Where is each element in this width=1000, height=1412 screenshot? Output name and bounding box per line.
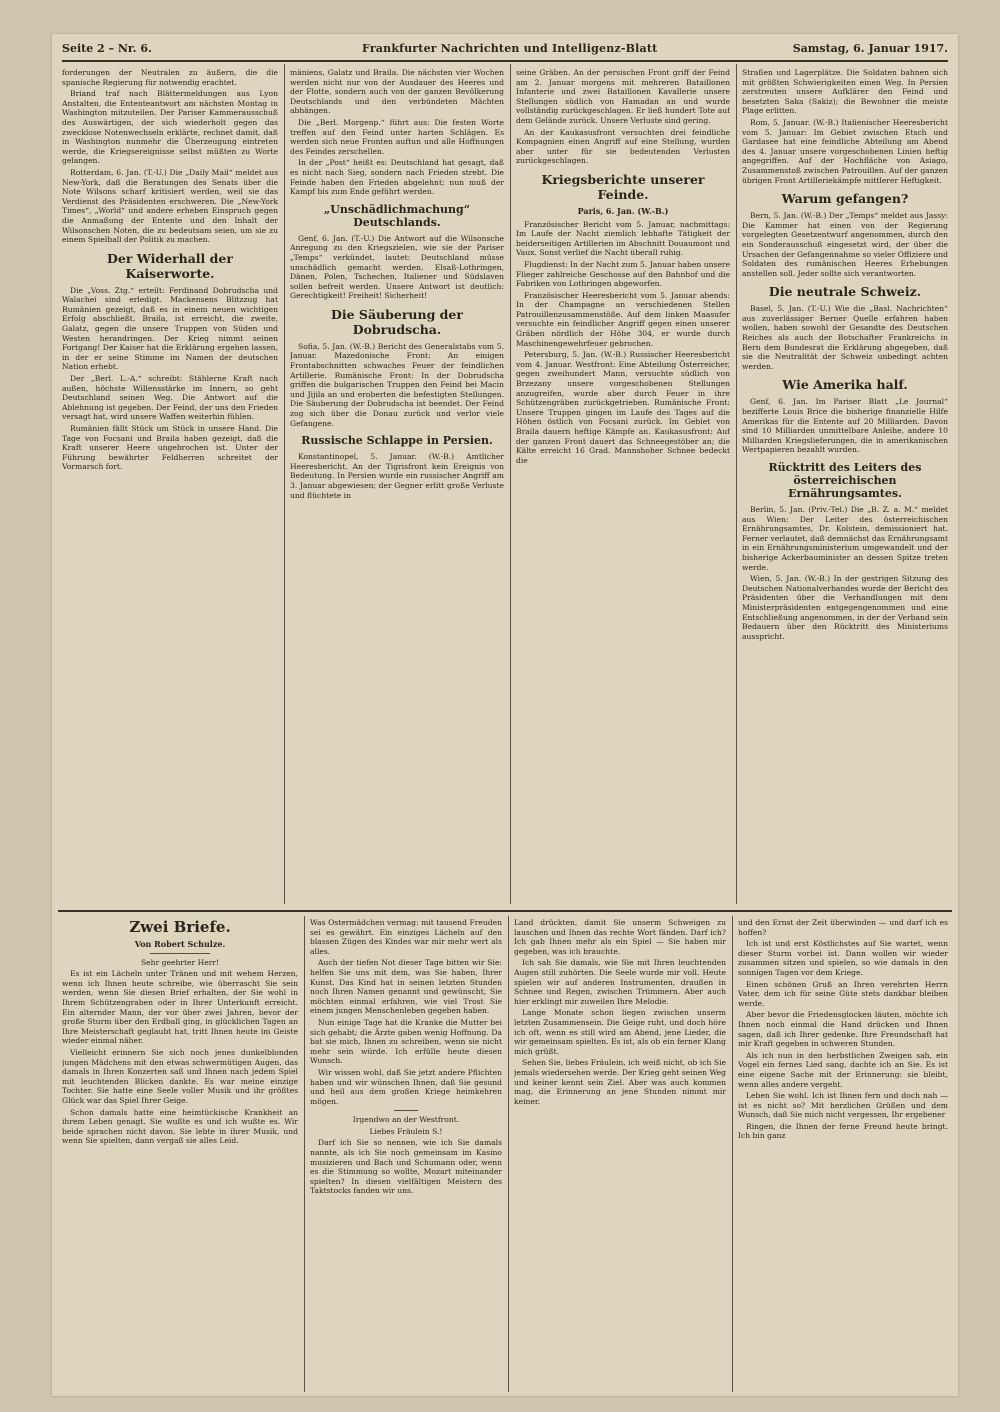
column-rule bbox=[736, 64, 737, 904]
article-text: Straßen und Lagerplätze. Die Soldaten bahnen sich mit größten Schwierigkeiten einen Weg. In Persien zerstreuten unsere Aufklärer den Feind und besetzten Saka (Sakiz); die Bewohner die meiste Plage erlitten. bbox=[742, 68, 948, 116]
letter-text: Auch der tiefen Not dieser Tage bitten wir Sie: helfen Sie uns mit dem, was Sie haben, Ihrer Kunst. Das Kind hat in seinen letzten Stunden noch Ihren Namen genannt und gewünscht, Sie möchten einmal erfahren, wie viel Trost Sie einem jungen Menschenleben gegeben haben. bbox=[310, 958, 502, 1016]
article-headline: Die neutrale Schweiz. bbox=[768, 284, 922, 300]
letter-text: Wir wissen wohl, daß Sie jetzt andere Pflichten haben und wir wünschen Ihnen, daß Sie gesund und heil aus dem großen Kriege heimkehren mögen. bbox=[310, 1067, 502, 1106]
article-headline: Warum gefangen? bbox=[781, 191, 909, 207]
article-text: In der „Post“ heißt es: Deutschland hat gesagt, daß es nicht nach Sieg, sondern nach Frieden strebt. Die Feinde haben den Frieden abgelehnt; nun muß der Kampf bis zum Ende geführt werden. bbox=[290, 158, 504, 197]
title-rule bbox=[150, 953, 210, 954]
letter-text: Ringen, die Ihnen der ferne Freund heute bringt. Ich bin ganz bbox=[738, 1121, 948, 1141]
letter-salutation: Liebes Fräulein S.! bbox=[369, 1126, 443, 1136]
article-headline: Die Säuberung der Dobrudscha. bbox=[331, 306, 463, 337]
letter-text: Schon damals hatte eine heimtückische Krankheit an ihrem Leben genagt. Sie wußte es und ich wußte es. Wir beide sprachen nicht davon. Sie lebte in ihrer Musik, und wenn Sie spielten, dann vergaß sie alles Leid. bbox=[62, 1107, 298, 1146]
article-headline: Kriegsberichte unserer Feinde. bbox=[541, 171, 705, 202]
letter-text: Einen schönen Gruß an Ihren verehrten Herrn Vater, dem ich für seine Güte stets dankbar bleiben werde. bbox=[738, 979, 948, 1008]
letter-text: Es ist ein Lächeln unter Tränen und mit wehem Herzen, wenn ich Ihnen heute schreibe, wie überrascht Sie sein werden, wenn Sie diesen Brief erhalten, der Sie wohl in Ihrem Schützengraben oder in Ihrer Unterkunft erreicht. Ein alternder Mann, der vor über zwei Jahren, bevor der große Sturm über den Erdball ging, in glücklichen Tagen an Ihre Meisterschaft geglaubt hat, tritt Ihnen heute im Geiste wieder einmal näher. bbox=[62, 969, 298, 1046]
article-text: Konstantinopel, 5. Januar. (W.-B.) Amtlicher Heeresbericht. An der Tigrisfront kein Ereignis von Bedeutung. In Persien wurde ein russischer Angriff am 3. Januar abgewiesen; der Gegner erlitt große Verluste und flüchtete in bbox=[290, 452, 504, 500]
letter-text: Was Ostermädchen vermag: mit tausend Freuden sei es gewährt. Ein einziges Lächeln auf den blassen Zügen des Kindes war mir mehr wert als alles. bbox=[310, 918, 502, 956]
issue-date: Samstag, 6. Januar 1917. bbox=[792, 42, 948, 55]
article-text: Genf, 6. Jan. Im Pariser Blatt „Le Journal“ bezifferte Louis Brice die bisherige finanzielle Hilfe Amerikas für die Entente auf 20 Milliarden. Davon sind 10 Milliarden unmittelbare Anleihe, andere 10 Milliarden Kriegslieferungen, die in amerikanischen Wertpapieren bezahlt wurden. bbox=[742, 397, 948, 455]
letter-text: Lange Monate schon liegen zwischen unserm letzten Zusammensein. Die Geige ruht, und doch höre ich oft, wenn es still wird am Abend, jene Lieder, die wir gemeinsam spielten. Es ist, als ob ein ferner Klang mich grüßt. bbox=[514, 1008, 726, 1056]
article-headline: Der Widerhall der Kaiserworte. bbox=[107, 250, 233, 281]
letter-text: Darf ich Sie so nennen, wie ich Sie damals nannte, als ich Sie noch gemeinsam im Kasino musizieren und Bach und Schumann oder, wenn es die Stimmung so wollte, Mozart miteinander spielten? In diesen vielfältigen Meistern des Taktstocks fanden wir uns. bbox=[310, 1138, 502, 1196]
article-text: Rumänien fällt Stück um Stück in unsere Hand. Die Tage von Focșani und Braila haben gezeigt, daß die Kraft unserer Heere ungebrochen ist. Unter der Führung bewährter Feldherren schreitet der Vormarsch fort. bbox=[62, 424, 278, 472]
letter-text: Leben Sie wohl. Ich ist Ihnen fern und doch nah — ist es nicht so? Mit herzlichen Grüßen und dem Wunsch, daß Sie mich nicht vergessen, Ihr ergebener bbox=[738, 1091, 948, 1120]
letter-text: Sehen Sie, liebes Fräulein, ich weiß nicht, ob ich Sie jemals wiedersehen werde. Der Krieg geht seinen Weg und keiner kennt sein Ziel. Aber was auch kommen mag, die Erinnerung an jene Stunden nimmt mir keiner. bbox=[514, 1058, 726, 1106]
article-text: Flugdienst: In der Nacht zum 5. Januar haben unsere Flieger zahlreiche Geschosse auf den Bahnhof und die Fabriken von Lothringen abgeworfen. bbox=[516, 259, 730, 289]
article-text: Rom, 5. Januar. (W.-B.) Italienischer Heeresbericht vom 5. Januar: Im Gebiet zwischen Etsch und Gardasee hat eine feindliche Abteilung am Abend des 4. Januar unsere vorgeschobenen Linien heftig angegriffen. Auf der Hochfläche von Asiago, Zusammenstoß zwischen Patrouillen. Auf der ganzen übrigen Front Artilleriekämpfe mittlerer Heftigkeit. bbox=[742, 117, 948, 185]
article-text: An der Kaukasusfront versuchten drei feindliche Kompagnien einen Angriff auf eine Stellung, wurden aber unter für sie bedeutenden Verlusten zurückgeschlagen. bbox=[516, 127, 730, 166]
column-rule bbox=[510, 64, 511, 904]
column-rule bbox=[508, 916, 509, 1392]
letter-text: Nun einige Tage hat die Kranke die Mutter bei sich gehabt; die Ärzte gaben wenig Hoffnung. Da bat sie mich, Ihnen zu schreiben, wenn sie nicht mehr sein würde. Ich erfülle heute diesen Wunsch. bbox=[310, 1017, 502, 1066]
article-text: Die „Voss. Ztg.“ erteilt: Ferdinand Dobrudscha und Walachei sind erledigt. Mackensens Blitzzug hat Rumänien gezeigt, daß es in einem neuen wichtigen Erfolg abschließt. Braila, ist erreicht, die zweite, Galatz, gegen die unsere Truppen von Süden und Westen herandringen. Der Krieg nimmt seinen Fortgang! Der Kaiser hat die Erklärung ergehen lassen, in der er seine Stimme im Namen der deutschen Nation erhebt. bbox=[62, 285, 278, 372]
letter-text: Als ich nun in den herbstlichen Zweigen sah, ein Vogel ein fernes Lied sang, dachte ich an Sie. Es ist eine eigene Sache mit der Erinnerung: sie bleibt, wenn alles andere vergeht. bbox=[738, 1050, 948, 1089]
article-text: Petersburg, 5. Jan. (W.-B.) Russischer Heeresbericht vom 4. Januar. Westfront: Eine Abteilung Österreicher, gegen zweihundert Mann, versuchte südlich von Brzezany unsere vorgeschobenen Stellungen anzugreifen, wurde aber durch Feuer in ihre Schützengräben zurückgetrieben. Rumänische Front: Unsere Truppen gingen im Laufe des Tages auf die Höhen östlich von Focșani zurück. Im Gebiet von Braila dauern heftige Kämpfe an. Kaukasusfront: Auf der ganzen Front dauert das Schneegestöber an; die Kälte erreicht 16 Grad. Mannshoher Schnee bedeckt die bbox=[516, 350, 730, 465]
letter-text: Ich ist und erst Köstlichstes auf Sie wartet, wenn dieser Sturm vorbei ist. Dann wollen wir wieder zusammen sitzen und spielen, so wie damals in den sonnigen Tagen vor dem Kriege. bbox=[738, 939, 948, 977]
feuilleton-author: Von Robert Schulze. bbox=[134, 939, 226, 949]
article-text: Die „Berl. Morgenp.“ führt aus: Die festen Worte treffen auf den Feind unter harten Schlägen. Es werden sich neue Fronten auftun und alle Hoffnungen des Feindes zerschellen. bbox=[290, 117, 504, 156]
section-rule bbox=[394, 1110, 418, 1111]
article-text: Rotterdam, 6. Jan. (T.-U.) Die „Daily Mail“ meldet aus New-York, daß die Beratungen des Senats über die Note Wilsons scharf kritisiert werden, weil sie das Verdienst des Präsidenten erschweren. Die „New-York Times“, „World“ und andere erheben Einspruch gegen die Anmaßung der Entente und den Inhalt der Wilsonschen Noten, die zu bedeutsam seien, um sie zu einem Spielball der Politik zu machen. bbox=[62, 167, 278, 245]
letter-place: Irgendwo an der Westfront. bbox=[352, 1115, 460, 1125]
article-text: Französischer Heeresbericht vom 5. Januar abends: In der Champagne an verschiedenen Stellen Patrouillenzusammenstöße. Auf dem linken Maasufer versuchte ein feindlicher Angriff gegen einen unserer Gräben nördlich der Höhe 304, er wurde durch Maschinengewehrfeuer gebrochen. bbox=[516, 290, 730, 348]
letter-text: und den Ernst der Zeit überwinden — und darf ich es hoffen? bbox=[738, 918, 948, 937]
page-number: Seite 2 – Nr. 6. bbox=[62, 42, 152, 55]
column-1 bbox=[62, 68, 278, 904]
feuilleton-column-3 bbox=[514, 918, 726, 1390]
feuilleton-column-1 bbox=[62, 918, 298, 1390]
dateline: Paris, 6. Jan. (W.-B.) bbox=[577, 205, 669, 216]
column-2 bbox=[290, 68, 504, 904]
column-rule bbox=[732, 916, 733, 1392]
masthead bbox=[62, 42, 948, 62]
letter-text: Ich sah Sie damals, wie Sie mit Ihren leuchtenden Augen still zuhörten. Die Seele wurde mir voll. Heute spielen wir auf anderen Instrumenten, draußen in Schnee und Regen, zwischen Trümmern. Aber auch hier erklingt mir zuweilen Ihre Melodie. bbox=[514, 958, 726, 1006]
feuilleton-column-4 bbox=[738, 918, 948, 1390]
column-rule bbox=[304, 916, 305, 1392]
newspaper-title: Frankfurter Nachrichten und Intelligenz-Blatt bbox=[362, 42, 658, 55]
article-text: Wien, 5. Jan. (W.-B.) In der gestrigen Sitzung des Deutschen Nationalverbandes wurde der Bericht des Präsidenten über die Verhandlungen mit dem Ministerpräsidenten entgegengenommen und eine Entschließung angenommen, in der der Verband sein Bedauern über den Rücktritt des Ministeriums ausspricht. bbox=[742, 574, 948, 641]
letter-text: Vielleicht erinnern Sie sich noch jenes dunkelblonden jungen Mädchens mit den etwas schwermütigen Augen, das damals in Ihren Konzerten saß und Ihnen nach jedem Spiel mit leuchtenden Blicken dankte. Es war meine einzige Tochter. Sie hatte eine Seele voller Musik und ihr größtes Glück war das Spiel Ihrer Geige. bbox=[62, 1047, 298, 1105]
feuilleton-title: Zwei Briefe. bbox=[129, 918, 231, 936]
letter-text: Aber bevor die Friedensglocken läuten, möchte ich Ihnen noch einmal die Hand drücken und Ihnen sagen, daß ich Ihrer gedenke. Ihre Freundschaft hat mir Kraft gegeben in schweren Stunden. bbox=[738, 1010, 948, 1049]
article-headline: Wie Amerika half. bbox=[782, 377, 908, 393]
column-rule bbox=[284, 64, 285, 904]
letter-text: Land drückten, damit Sie unserm Schweigen zu lauschen und Ihnen das rechte Wort fänden. Darf ich? Ich gab Ihnen mehr als ein Spiel — Sie haben mir gegeben, was ich brauchte. bbox=[514, 918, 726, 956]
column-3 bbox=[516, 68, 730, 904]
article-headline: Russische Schlappe in Persien. bbox=[301, 434, 493, 448]
article-headline: Rücktritt des Leiters des österreichischen Ernährungsamtes. bbox=[768, 461, 922, 500]
article-text: mäniens, Galatz und Braila. Die nächsten vier Wochen werden nicht nur von der Ausdauer des Heeres und der Flotte, sondern auch von der ganzen Bevölkerung Deutschlands und den verbündeten Mächten abhängen. bbox=[290, 68, 504, 116]
feuilleton-divider bbox=[58, 910, 952, 912]
article-text: Der „Berl. L.-A.“ schreibt: Stählerne Kraft nach außen, höchste Willensstärke im Innern, so geht Deutschland seinen Weg. Die Antwort auf die Ablehnung ist gegeben. Der Feind, der uns den Frieden versagt hat, wird unsere Waffen weiterhin fühlen. bbox=[62, 374, 278, 422]
column-4 bbox=[742, 68, 948, 904]
article-text: Berlin, 5. Jan. (Priv.-Tel.) Die „B. Z. a. M.“ meldet aus Wien: Der Leiter des österreichischen Ernährungsamtes, Dr. Kolstein, demissioniert hat. Ferner verlautet, daß demnächst das Ernährungsamt in ein Ernährungsministerium umgewandelt und der bisherige Ackerbauminister an dessen Spitze treten werde. bbox=[742, 505, 948, 572]
article-text: Sofia, 5. Jan. (W.-B.) Bericht des Generalstabs vom 5. Januar. Mazedonische Front: An einigen Frontabschnitten schwaches Feuer der feindlichen Artillerie. Rumänische Front: In der Dobrudscha griffen die bulgarischen Truppen den Feind bei Macin und Jijila an und eroberten die befestigten Stellungen. Die Säuberung der Dobrudscha ist beendet. Der Feind zog sich über die Donau zurück und verlor viele Gefangene. bbox=[290, 341, 504, 428]
feuilleton-column-2 bbox=[310, 918, 502, 1390]
article-headline: „Unschädlichmachung“ Deutschlands. bbox=[323, 202, 471, 229]
letter-salutation: Sehr geehrter Herr! bbox=[140, 957, 220, 967]
article-text: Basel, 5. Jan. (T.-U.) Wie die „Basl. Nachrichten“ aus zuverlässiger Berner Quelle erfahren haben wollen, haben sowohl der Gesandte des Deutschen Reiches als auch der Botschafter Frankreichs in Bern dem Bundesrat die Erklärung abgegeben, daß sie die Neutralität der Schweiz unbedingt achten werden. bbox=[742, 304, 948, 371]
newspaper-page bbox=[52, 34, 958, 1396]
article-text: Bern, 5. Jan. (W.-B.) Der „Temps“ meldet aus Jassy: Die Kammer hat einen von der Regierung vorgelegten Gesetzentwurf angenommen, durch den ein Sonderausschuß eingesetzt wird, der über die Ursachen der Gefangennahme so vieler Offiziere und Soldaten des rumänischen Heeres Erhebungen anstellen soll. Jeder sollte sich verantworten. bbox=[742, 211, 948, 278]
article-text: forderungen der Neutralen zu äußern, die die spanische Regierung für notwendig erachtet. bbox=[62, 68, 278, 87]
article-text: Briand traf nach Blättermeldungen aus Lyon Anstalten, die Ententeantwort am nächsten Montag in Washington mitzuteilen. Der Pariser Kammerausschuß des Auswärtigen, der sich wiederholt gegen das zwecklose Notenwechseln erklärte, rechnet damit, daß in Washington nunmehr die Überzeugung eintreten werde, die Kriegsereignisse selbst müßten zu Worte gelangen. bbox=[62, 89, 278, 166]
article-text: Französischer Bericht vom 5. Januar, nachmittags: Im Laufe der Nacht ziemlich lebhafte Tätigkeit der beiderseitigen Artillerien im Abschnitt Douaumont und Vaux. Sonst verlief die Nacht überall ruhig. bbox=[516, 219, 730, 258]
article-text: Genf, 6. Jan. (T.-U.) Die Antwort auf die Wilsonsche Anregung zu den Kriegszielen, wie sie der Pariser „Temps“ verkündet, lautet: Deutschland müsse unschädlich gemacht werden. Elsaß-Lothringen, Dänen, Polen, Tschechen, Italiener und Südslaven sollen befreit werden. Unsere Antwort ist deutlich: Gerechtigkeit! Freiheit! Sicherheit! bbox=[290, 233, 504, 301]
article-text: seine Gräben. An der persischen Front griff der Feind am 2. Januar morgens mit mehreren Bataillonen Infanterie und zwei Bataillonen Kavallerie unsere Stellungen südlich von Hamadan an und wurde vollständig zurückgeschlagen. Er ließ hundert Tote auf dem Gelände zurück. Unsere Verluste sind gering. bbox=[516, 68, 730, 125]
